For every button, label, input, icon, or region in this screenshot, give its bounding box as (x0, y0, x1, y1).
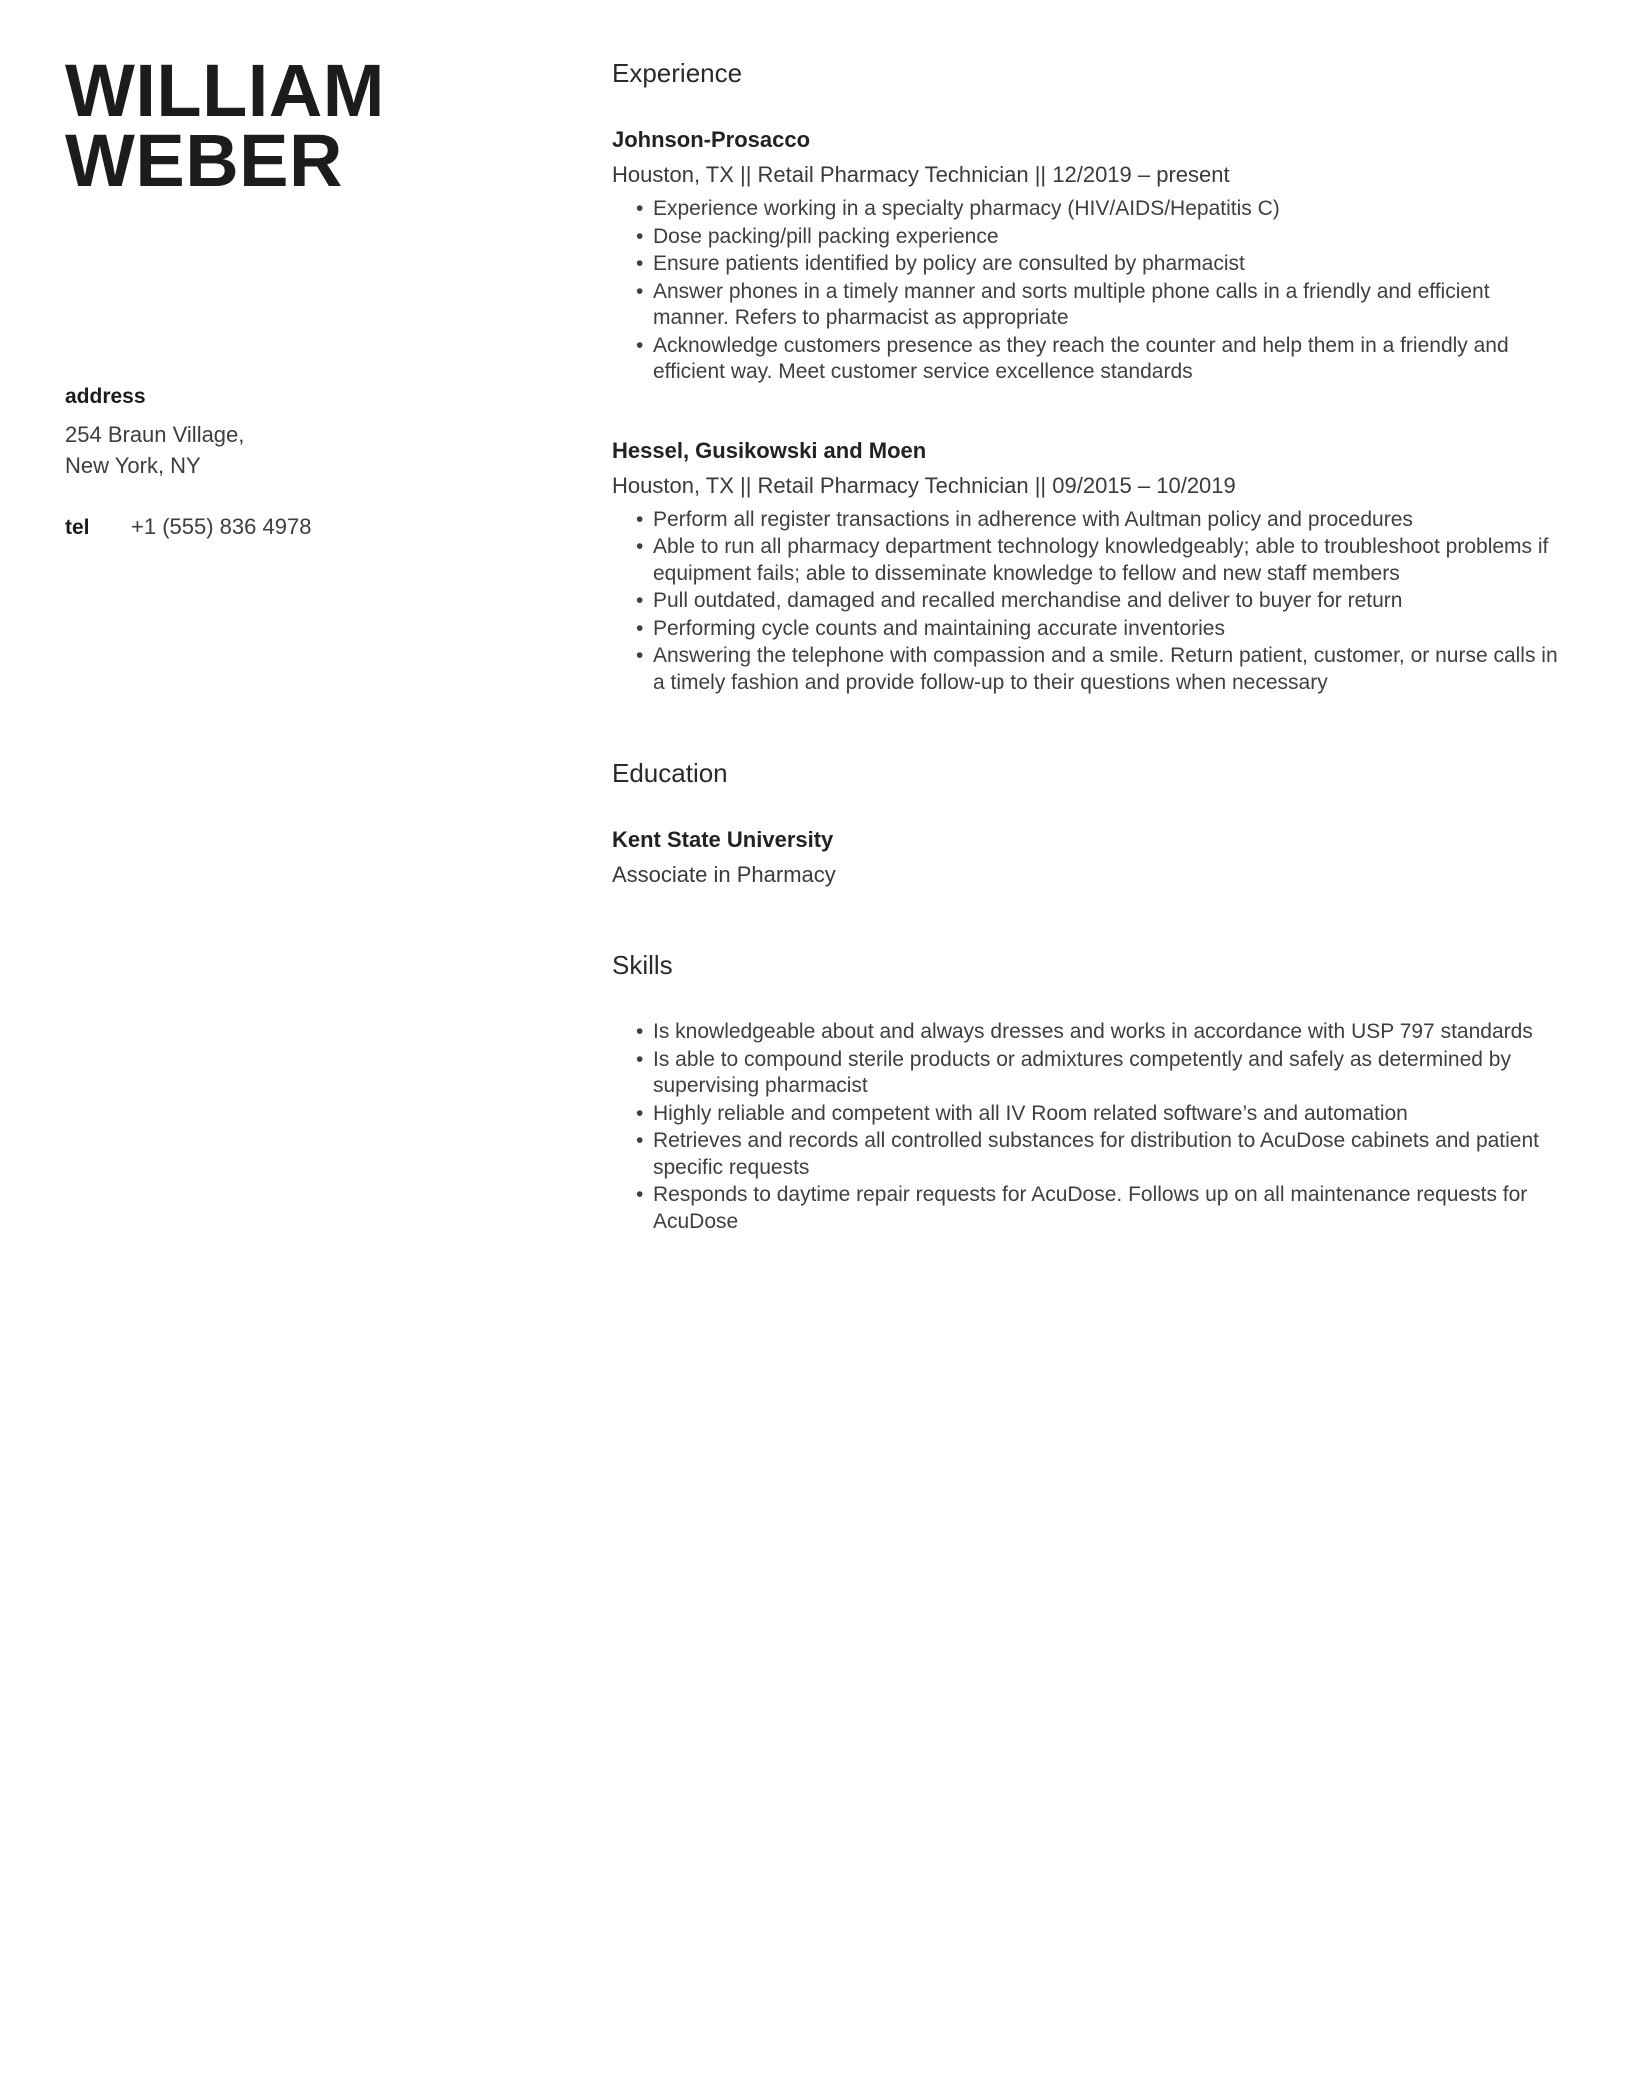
candidate-first-name: WILLIAM (65, 49, 385, 132)
job-bullet-list (612, 507, 1566, 697)
job-bullet: • Pull outdated, damaged and recalled merchandise and deliver to buyer for return (653, 588, 1566, 615)
school-name: Kent State University (612, 827, 834, 852)
skills-bullet-list (612, 1019, 1566, 1235)
job-entry (612, 438, 1566, 697)
job-bullet: • Dose packing/pill packing experience (653, 224, 1566, 251)
job-entry (612, 127, 1566, 386)
degree: Associate in Pharmacy (612, 862, 836, 887)
job-bullet: • Answer phones in a timely manner and sorts multiple phone calls in a friendly and efficient manner. Refers to pharmacist as appropriate (653, 279, 1566, 332)
address-label: address (65, 384, 146, 408)
right-column (612, 0, 1632, 2098)
tel-row (65, 511, 562, 542)
skill-bullet: • Is knowledgeable about and always dresses and works in accordance with USP 797 standards (653, 1019, 1566, 1046)
tel-value: +1 (555) 836 4978 (131, 513, 312, 539)
company-name: Hessel, Gusikowski and Moen (612, 437, 927, 463)
company-name: Johnson-Prosacco (612, 127, 811, 152)
skill-bullet: • Responds to daytime repair requests for AcuDose. Follows up on all maintenance requests for AcuDose (653, 1182, 1566, 1235)
job-bullet: • Ensure patients identified by policy are consulted by pharmacist (653, 251, 1566, 278)
job-bullet-list (612, 196, 1566, 386)
job-bullet: • Answering the telephone with compassion and a smile. Return patient, customer, or nurse calls in a timely fashion and provide follow-up to their questions when necessary (653, 643, 1566, 696)
skills-section-title: Skills (612, 950, 673, 980)
left-column (0, 0, 612, 2098)
section-skills (612, 950, 1566, 1235)
job-bullet: • Experience working in a specialty pharmacy (HIV/AIDS/Hepatitis C) (653, 196, 1566, 223)
job-meta: Houston, TX || Retail Pharmacy Technician || 09/2015 – 10/2019 (612, 472, 1236, 498)
section-experience (612, 58, 1566, 696)
candidate-last-name: WEBER (65, 119, 343, 203)
section-education (612, 758, 1566, 888)
skill-bullet: • Is able to compound sterile products or admixtures competently and safely as determined by supervising pharmacist (653, 1047, 1566, 1100)
job-bullet: • Perform all register transactions in adherence with Aultman policy and procedures (653, 507, 1566, 534)
tel-label: tel (65, 515, 90, 539)
candidate-name (65, 49, 562, 203)
job-bullet: • Acknowledge customers presence as they reach the counter and help them in a friendly and efficient way. Meet customer service excellence standards (653, 333, 1566, 386)
job-meta: Houston, TX || Retail Pharmacy Technician || 12/2019 – present (612, 162, 1230, 187)
address-line-2: New York, NY (65, 452, 201, 478)
job-bullet: • Able to run all pharmacy department technology knowledgeably; able to troubleshoot problems if equipment fails; able to disseminate knowledge to fellow and new staff members (653, 534, 1566, 587)
experience-section-title: Experience (612, 58, 743, 88)
education-section-title: Education (612, 758, 728, 788)
contact-block (65, 385, 562, 542)
address-line-1: 254 Braun Village, (65, 421, 245, 447)
skill-bullet: • Highly reliable and competent with all IV Room related software’s and automation (653, 1101, 1566, 1128)
job-bullet: • Performing cycle counts and maintaining accurate inventories (653, 616, 1566, 643)
skill-bullet: • Retrieves and records all controlled substances for distribution to AcuDose cabinets and patient specific requests (653, 1128, 1566, 1181)
